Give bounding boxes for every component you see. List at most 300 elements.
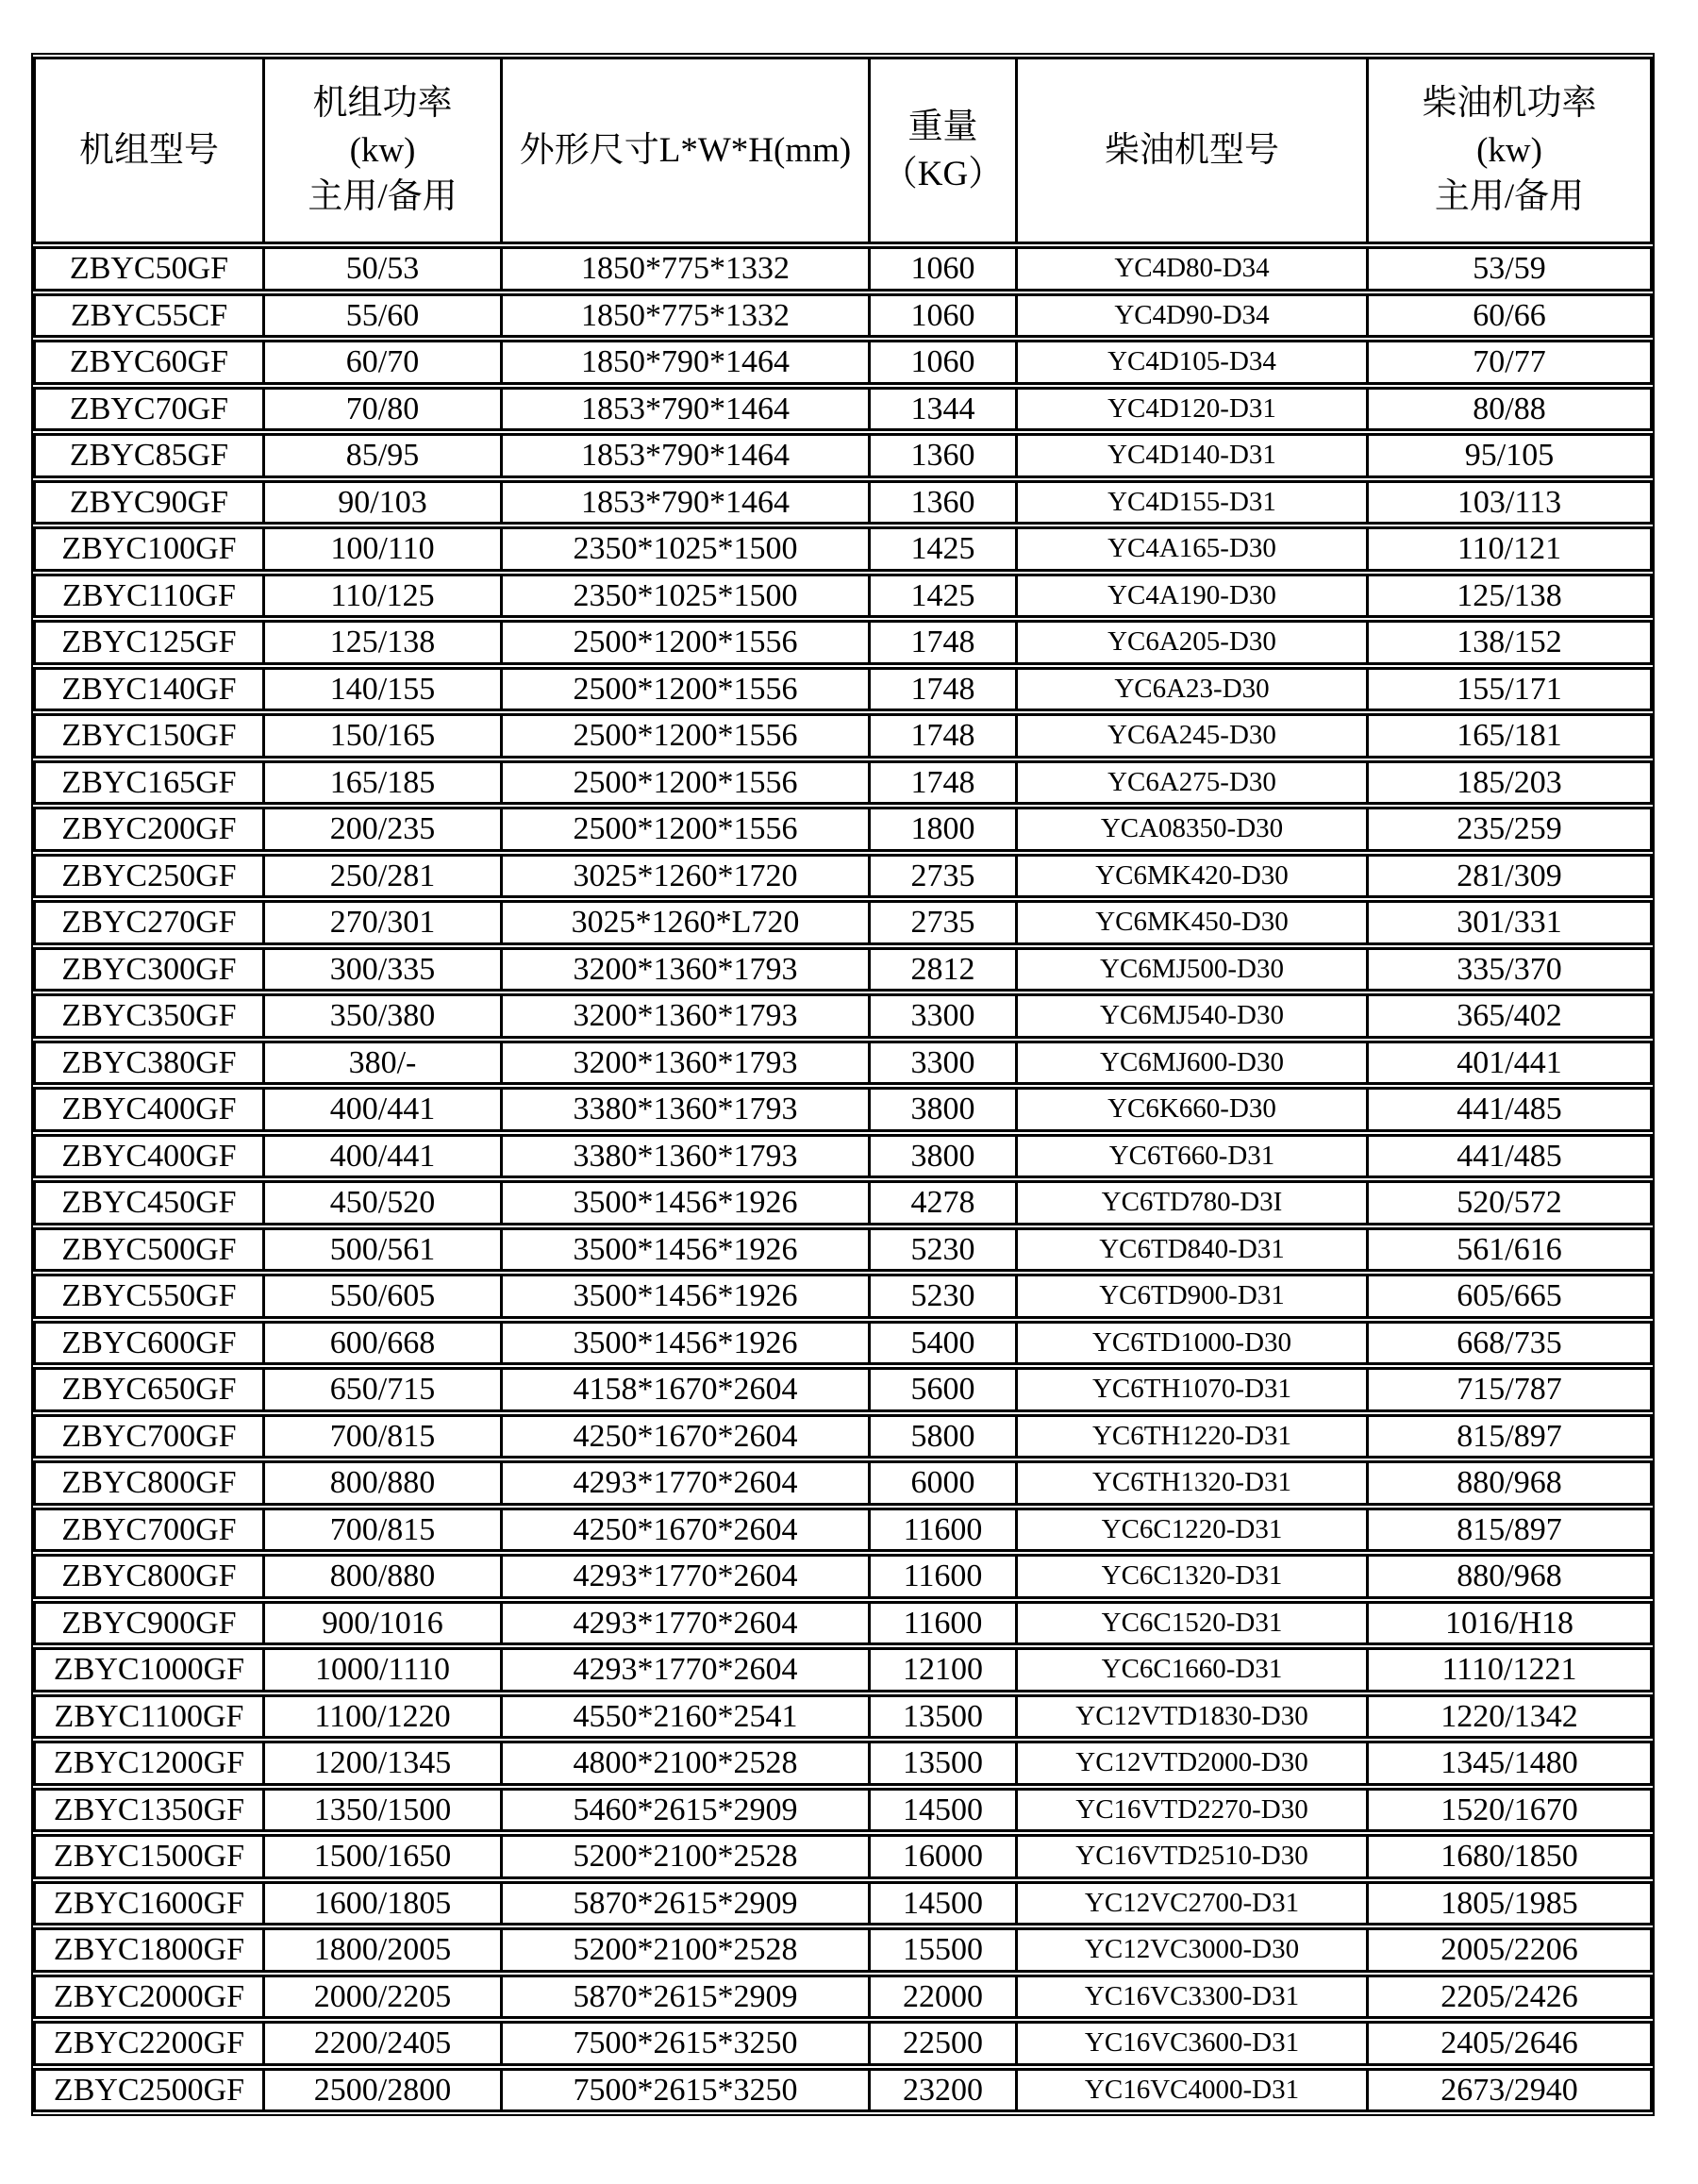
cell-dimensions: 3200*1360*1793	[500, 993, 868, 1039]
cell-weight: 1360	[868, 480, 1015, 525]
cell-unit-model: ZBYC250GF	[33, 854, 262, 899]
cell-engine-model: YC6TD840-D31	[1015, 1227, 1366, 1273]
cell-unit-power: 270/301	[262, 900, 500, 945]
table-row	[33, 1041, 1653, 1086]
cell-engine-power: 715/787	[1366, 1367, 1653, 1412]
cell-weight: 12100	[868, 1647, 1015, 1692]
cell-weight: 23200	[868, 2068, 1015, 2113]
cell-engine-power: 2005/2206	[1366, 1927, 1653, 1973]
cell-dimensions: 3200*1360*1793	[500, 1041, 868, 1086]
header-dimensions	[500, 57, 868, 244]
cell-weight: 15500	[868, 1927, 1015, 1973]
cell-unit-power: 650/715	[262, 1367, 500, 1412]
cell-unit-power: 60/70	[262, 340, 500, 385]
cell-unit-model: ZBYC450GF	[33, 1180, 262, 1225]
cell-dimensions: 2500*1200*1556	[500, 667, 868, 712]
cell-dimensions: 7500*2615*3250	[500, 2068, 868, 2113]
cell-engine-model: YC4D120-D31	[1015, 387, 1366, 432]
cell-unit-model: ZBYC380GF	[33, 1041, 262, 1086]
cell-engine-model: YC4A165-D30	[1015, 526, 1366, 572]
cell-unit-model: ZBYC550GF	[33, 1274, 262, 1319]
header-line: 柴油机功率	[1422, 83, 1597, 123]
table-row	[33, 1601, 1653, 1646]
cell-engine-power: 1110/1221	[1366, 1647, 1653, 1692]
cell-engine-power: 281/309	[1366, 854, 1653, 899]
cell-dimensions: 3380*1360*1793	[500, 1134, 868, 1179]
cell-unit-model: ZBYC100GF	[33, 526, 262, 572]
cell-unit-model: ZBYC500GF	[33, 1227, 262, 1273]
cell-unit-power: 400/441	[262, 1134, 500, 1179]
header-line: 机组功率	[312, 83, 453, 123]
cell-dimensions: 4158*1670*2604	[500, 1367, 868, 1412]
cell-engine-model: YC16VC3600-D31	[1015, 2021, 1366, 2066]
table-row	[33, 620, 1653, 665]
cell-dimensions: 4293*1770*2604	[500, 1460, 868, 1506]
cell-unit-power: 550/605	[262, 1274, 500, 1319]
cell-unit-model: ZBYC1600GF	[33, 1881, 262, 1926]
cell-engine-power: 441/485	[1366, 1087, 1653, 1132]
cell-unit-power: 600/668	[262, 1321, 500, 1366]
cell-weight: 5230	[868, 1274, 1015, 1319]
cell-engine-power: 2405/2646	[1366, 2021, 1653, 2066]
cell-dimensions: 3025*1260*L720	[500, 900, 868, 945]
cell-engine-power: 95/105	[1366, 433, 1653, 478]
table-row	[33, 1227, 1653, 1273]
table-row	[33, 947, 1653, 992]
table-row	[33, 1087, 1653, 1132]
cell-engine-model: YC4D140-D31	[1015, 433, 1366, 478]
cell-dimensions: 2500*1200*1556	[500, 760, 868, 806]
cell-unit-power: 350/380	[262, 993, 500, 1039]
cell-engine-model: YC6TH1070-D31	[1015, 1367, 1366, 1412]
cell-weight: 5230	[868, 1227, 1015, 1273]
cell-dimensions: 2350*1025*1500	[500, 526, 868, 572]
cell-dimensions: 1853*790*1464	[500, 387, 868, 432]
cell-unit-model: ZBYC2000GF	[33, 1975, 262, 2020]
cell-engine-power: 815/897	[1366, 1508, 1653, 1553]
cell-unit-power: 125/138	[262, 620, 500, 665]
table-row	[33, 1788, 1653, 1833]
table-row	[33, 1460, 1653, 1506]
cell-engine-power: 165/181	[1366, 713, 1653, 759]
cell-unit-power: 200/235	[262, 807, 500, 852]
header-line: 外形尺寸L*W*H(mm)	[519, 130, 852, 170]
cell-unit-power: 110/125	[262, 574, 500, 619]
cell-unit-power: 800/880	[262, 1554, 500, 1599]
cell-dimensions: 4550*2160*2541	[500, 1694, 868, 1740]
header-line: (kw)	[349, 130, 416, 170]
cell-weight: 3800	[868, 1087, 1015, 1132]
cell-engine-model: YC12VC2700-D31	[1015, 1881, 1366, 1926]
cell-unit-power: 700/815	[262, 1508, 500, 1553]
table-row	[33, 1975, 1653, 2020]
cell-engine-power: 138/152	[1366, 620, 1653, 665]
cell-unit-power: 1100/1220	[262, 1694, 500, 1740]
cell-engine-power: 1520/1670	[1366, 1788, 1653, 1833]
cell-dimensions: 1853*790*1464	[500, 480, 868, 525]
cell-unit-power: 1200/1345	[262, 1741, 500, 1786]
cell-unit-power: 1000/1110	[262, 1647, 500, 1692]
cell-unit-model: ZBYC60GF	[33, 340, 262, 385]
cell-engine-model: YC6T660-D31	[1015, 1134, 1366, 1179]
cell-weight: 13500	[868, 1741, 1015, 1786]
header-line: 主用/备用	[308, 177, 458, 217]
cell-weight: 3800	[868, 1134, 1015, 1179]
cell-dimensions: 4250*1670*2604	[500, 1508, 868, 1553]
table-row	[33, 433, 1653, 478]
cell-dimensions: 2500*1200*1556	[500, 713, 868, 759]
cell-unit-power: 85/95	[262, 433, 500, 478]
cell-unit-model: ZBYC650GF	[33, 1367, 262, 1412]
cell-engine-power: 335/370	[1366, 947, 1653, 992]
cell-engine-power: 880/968	[1366, 1554, 1653, 1599]
cell-weight: 1360	[868, 433, 1015, 478]
cell-unit-model: ZBYC1100GF	[33, 1694, 262, 1740]
header-line: （KG）	[882, 154, 1004, 193]
cell-unit-model: ZBYC1000GF	[33, 1647, 262, 1692]
cell-dimensions: 2350*1025*1500	[500, 574, 868, 619]
cell-engine-model: YC6MJ500-D30	[1015, 947, 1366, 992]
table-row	[33, 2068, 1653, 2113]
table-row	[33, 1508, 1653, 1553]
cell-engine-model: YC6TD1000-D30	[1015, 1321, 1366, 1366]
table-row	[33, 1694, 1653, 1740]
cell-unit-power: 1600/1805	[262, 1881, 500, 1926]
cell-weight: 1060	[868, 340, 1015, 385]
table-row	[33, 480, 1653, 525]
table-row	[33, 574, 1653, 619]
cell-weight: 1748	[868, 620, 1015, 665]
cell-engine-model: YC6TH1320-D31	[1015, 1460, 1366, 1506]
cell-unit-power: 90/103	[262, 480, 500, 525]
cell-weight: 11600	[868, 1554, 1015, 1599]
cell-engine-model: YC6A23-D30	[1015, 667, 1366, 712]
cell-engine-model: YC16VC4000-D31	[1015, 2068, 1366, 2113]
cell-weight: 4278	[868, 1180, 1015, 1225]
cell-engine-power: 110/121	[1366, 526, 1653, 572]
cell-unit-model: ZBYC400GF	[33, 1134, 262, 1179]
table-row	[33, 387, 1653, 432]
cell-unit-power: 250/281	[262, 854, 500, 899]
cell-weight: 1060	[868, 246, 1015, 292]
header-line: (kw)	[1476, 130, 1542, 170]
cell-weight: 16000	[868, 1834, 1015, 1879]
table-row	[33, 340, 1653, 385]
cell-dimensions: 3500*1456*1926	[500, 1180, 868, 1225]
cell-weight: 2735	[868, 854, 1015, 899]
cell-engine-power: 1805/1985	[1366, 1881, 1653, 1926]
cell-unit-model: ZBYC350GF	[33, 993, 262, 1039]
cell-unit-model: ZBYC300GF	[33, 947, 262, 992]
cell-weight: 22000	[868, 1975, 1015, 2020]
header-weight	[868, 57, 1015, 244]
cell-unit-model: ZBYC70GF	[33, 387, 262, 432]
cell-engine-model: YC4D105-D34	[1015, 340, 1366, 385]
cell-weight: 1748	[868, 713, 1015, 759]
cell-dimensions: 2500*1200*1556	[500, 620, 868, 665]
cell-engine-model: YC6A275-D30	[1015, 760, 1366, 806]
cell-engine-power: 185/203	[1366, 760, 1653, 806]
cell-engine-power: 880/968	[1366, 1460, 1653, 1506]
cell-engine-model: YC12VTD2000-D30	[1015, 1741, 1366, 1786]
cell-unit-model: ZBYC600GF	[33, 1321, 262, 1366]
cell-dimensions: 4800*2100*2528	[500, 1741, 868, 1786]
table-row	[33, 854, 1653, 899]
cell-engine-model: YC6C1520-D31	[1015, 1601, 1366, 1646]
cell-unit-model: ZBYC165GF	[33, 760, 262, 806]
header-unit-power	[262, 57, 500, 244]
cell-unit-power: 70/80	[262, 387, 500, 432]
header-line: 重量	[907, 107, 978, 146]
cell-unit-power: 100/110	[262, 526, 500, 572]
cell-weight: 11600	[868, 1601, 1015, 1646]
cell-weight: 2812	[868, 947, 1015, 992]
cell-dimensions: 1850*775*1332	[500, 246, 868, 292]
cell-unit-model: ZBYC700GF	[33, 1414, 262, 1459]
cell-weight: 2735	[868, 900, 1015, 945]
cell-unit-power: 450/520	[262, 1180, 500, 1225]
cell-dimensions: 1853*790*1464	[500, 433, 868, 478]
cell-engine-model: YC6TD780-D3I	[1015, 1180, 1366, 1225]
table-row	[33, 807, 1653, 852]
header-row	[33, 57, 1653, 244]
cell-engine-model: YC6C1660-D31	[1015, 1647, 1366, 1692]
cell-dimensions: 3500*1456*1926	[500, 1274, 868, 1319]
cell-unit-power: 900/1016	[262, 1601, 500, 1646]
spec-table-frame	[31, 53, 1655, 2116]
cell-unit-power: 50/53	[262, 246, 500, 292]
table-row	[33, 900, 1653, 945]
cell-unit-model: ZBYC1200GF	[33, 1741, 262, 1786]
cell-dimensions: 2500*1200*1556	[500, 807, 868, 852]
cell-engine-power: 668/735	[1366, 1321, 1653, 1366]
cell-unit-model: ZBYC200GF	[33, 807, 262, 852]
cell-engine-model: YC6MJ540-D30	[1015, 993, 1366, 1039]
cell-weight: 22500	[868, 2021, 1015, 2066]
table-row	[33, 1274, 1653, 1319]
cell-unit-power: 2200/2405	[262, 2021, 500, 2066]
cell-dimensions: 3500*1456*1926	[500, 1227, 868, 1273]
cell-engine-model: YC6C1220-D31	[1015, 1508, 1366, 1553]
cell-dimensions: 5870*2615*2909	[500, 1975, 868, 2020]
cell-weight: 5600	[868, 1367, 1015, 1412]
cell-unit-model: ZBYC2200GF	[33, 2021, 262, 2066]
cell-unit-model: ZBYC2500GF	[33, 2068, 262, 2113]
cell-engine-power: 1345/1480	[1366, 1741, 1653, 1786]
cell-engine-model: YC4D155-D31	[1015, 480, 1366, 525]
table-row	[33, 667, 1653, 712]
cell-unit-model: ZBYC85GF	[33, 433, 262, 478]
cell-unit-model: ZBYC1800GF	[33, 1927, 262, 1973]
cell-unit-model: ZBYC1350GF	[33, 1788, 262, 1833]
cell-engine-power: 103/113	[1366, 480, 1653, 525]
cell-engine-model: YC6A205-D30	[1015, 620, 1366, 665]
cell-engine-power: 1220/1342	[1366, 1694, 1653, 1740]
cell-engine-model: YC4D80-D34	[1015, 246, 1366, 292]
header-line: 机组型号	[79, 130, 219, 170]
cell-engine-power: 561/616	[1366, 1227, 1653, 1273]
cell-weight: 5400	[868, 1321, 1015, 1366]
cell-weight: 6000	[868, 1460, 1015, 1506]
cell-dimensions: 3025*1260*1720	[500, 854, 868, 899]
cell-weight: 1344	[868, 387, 1015, 432]
cell-unit-model: ZBYC125GF	[33, 620, 262, 665]
cell-dimensions: 5870*2615*2909	[500, 1881, 868, 1926]
cell-weight: 14500	[868, 1788, 1015, 1833]
cell-engine-model: YC4D90-D34	[1015, 293, 1366, 339]
generator-spec-table	[33, 55, 1653, 2114]
header-engine-model	[1015, 57, 1366, 244]
cell-dimensions: 4293*1770*2604	[500, 1554, 868, 1599]
cell-weight: 1425	[868, 574, 1015, 619]
cell-dimensions: 5460*2615*2909	[500, 1788, 868, 1833]
cell-unit-power: 1800/2005	[262, 1927, 500, 1973]
cell-dimensions: 3500*1456*1926	[500, 1321, 868, 1366]
cell-engine-model: YC6TD900-D31	[1015, 1274, 1366, 1319]
table-row	[33, 1414, 1653, 1459]
cell-dimensions: 4293*1770*2604	[500, 1647, 868, 1692]
table-row	[33, 993, 1653, 1039]
cell-dimensions: 1850*790*1464	[500, 340, 868, 385]
table-row	[33, 1134, 1653, 1179]
cell-engine-power: 441/485	[1366, 1134, 1653, 1179]
cell-engine-model: YC4A190-D30	[1015, 574, 1366, 619]
cell-dimensions: 4293*1770*2604	[500, 1601, 868, 1646]
cell-unit-power: 55/60	[262, 293, 500, 339]
cell-engine-model: YC6C1320-D31	[1015, 1554, 1366, 1599]
cell-weight: 14500	[868, 1881, 1015, 1926]
cell-weight: 1425	[868, 526, 1015, 572]
cell-weight: 3300	[868, 993, 1015, 1039]
cell-engine-power: 1680/1850	[1366, 1834, 1653, 1879]
cell-engine-power: 401/441	[1366, 1041, 1653, 1086]
cell-engine-power: 301/331	[1366, 900, 1653, 945]
header-unit-model	[33, 57, 262, 244]
cell-engine-model: YC6TH1220-D31	[1015, 1414, 1366, 1459]
cell-unit-model: ZBYC900GF	[33, 1601, 262, 1646]
cell-weight: 1800	[868, 807, 1015, 852]
cell-unit-power: 165/185	[262, 760, 500, 806]
cell-weight: 13500	[868, 1694, 1015, 1740]
header-line: 柴油机型号	[1105, 130, 1279, 170]
cell-engine-model: YC16VC3300-D31	[1015, 1975, 1366, 2020]
table-body	[33, 246, 1653, 2112]
cell-unit-model: ZBYC1500GF	[33, 1834, 262, 1879]
table-row	[33, 1180, 1653, 1225]
table-row	[33, 1554, 1653, 1599]
cell-engine-model: YC12VC3000-D30	[1015, 1927, 1366, 1973]
cell-engine-model: YCA08350-D30	[1015, 807, 1366, 852]
cell-unit-model: ZBYC150GF	[33, 713, 262, 759]
cell-engine-model: YC6MK420-D30	[1015, 854, 1366, 899]
table-row	[33, 1741, 1653, 1786]
cell-engine-power: 605/665	[1366, 1274, 1653, 1319]
cell-engine-model: YC16VTD2510-D30	[1015, 1834, 1366, 1879]
cell-engine-power: 365/402	[1366, 993, 1653, 1039]
cell-unit-model: ZBYC700GF	[33, 1508, 262, 1553]
table-row	[33, 246, 1653, 292]
cell-engine-model: YC6K660-D30	[1015, 1087, 1366, 1132]
cell-engine-power: 815/897	[1366, 1414, 1653, 1459]
cell-engine-power: 235/259	[1366, 807, 1653, 852]
table-row	[33, 2021, 1653, 2066]
header-line: 主用/备用	[1434, 177, 1585, 217]
cell-unit-model: ZBYC110GF	[33, 574, 262, 619]
cell-dimensions: 7500*2615*3250	[500, 2021, 868, 2066]
cell-engine-model: YC6A245-D30	[1015, 713, 1366, 759]
cell-unit-model: ZBYC50GF	[33, 246, 262, 292]
cell-engine-power: 2673/2940	[1366, 2068, 1653, 2113]
cell-unit-power: 700/815	[262, 1414, 500, 1459]
cell-unit-power: 400/441	[262, 1087, 500, 1132]
table-row	[33, 713, 1653, 759]
cell-dimensions: 1850*775*1332	[500, 293, 868, 339]
cell-unit-power: 800/880	[262, 1460, 500, 1506]
table-row	[33, 293, 1653, 339]
cell-unit-model: ZBYC55CF	[33, 293, 262, 339]
cell-dimensions: 3200*1360*1793	[500, 947, 868, 992]
cell-unit-power: 1350/1500	[262, 1788, 500, 1833]
cell-weight: 11600	[868, 1508, 1015, 1553]
table-row	[33, 760, 1653, 806]
cell-unit-power: 2500/2800	[262, 2068, 500, 2113]
cell-unit-power: 500/561	[262, 1227, 500, 1273]
cell-engine-power: 53/59	[1366, 246, 1653, 292]
cell-unit-model: ZBYC800GF	[33, 1460, 262, 1506]
cell-engine-model: YC16VTD2270-D30	[1015, 1788, 1366, 1833]
cell-unit-power: 2000/2205	[262, 1975, 500, 2020]
cell-unit-power: 300/335	[262, 947, 500, 992]
table-row	[33, 526, 1653, 572]
cell-engine-power: 155/171	[1366, 667, 1653, 712]
cell-engine-model: YC12VTD1830-D30	[1015, 1694, 1366, 1740]
cell-dimensions: 5200*2100*2528	[500, 1834, 868, 1879]
cell-unit-power: 1500/1650	[262, 1834, 500, 1879]
cell-engine-model: YC6MK450-D30	[1015, 900, 1366, 945]
cell-unit-power: 140/155	[262, 667, 500, 712]
table-row	[33, 1321, 1653, 1366]
table-row	[33, 1367, 1653, 1412]
cell-weight: 1748	[868, 760, 1015, 806]
cell-unit-model: ZBYC270GF	[33, 900, 262, 945]
cell-engine-model: YC6MJ600-D30	[1015, 1041, 1366, 1086]
cell-engine-power: 60/66	[1366, 293, 1653, 339]
cell-engine-power: 125/138	[1366, 574, 1653, 619]
table-row	[33, 1647, 1653, 1692]
cell-dimensions: 5200*2100*2528	[500, 1927, 868, 1973]
cell-unit-model: ZBYC90GF	[33, 480, 262, 525]
cell-weight: 3300	[868, 1041, 1015, 1086]
cell-unit-model: ZBYC400GF	[33, 1087, 262, 1132]
cell-engine-power: 80/88	[1366, 387, 1653, 432]
cell-engine-power: 520/572	[1366, 1180, 1653, 1225]
cell-engine-power: 1016/H18	[1366, 1601, 1653, 1646]
cell-unit-power: 380/-	[262, 1041, 500, 1086]
cell-engine-power: 70/77	[1366, 340, 1653, 385]
table-row	[33, 1834, 1653, 1879]
cell-weight: 5800	[868, 1414, 1015, 1459]
header-engine-power	[1366, 57, 1653, 244]
cell-unit-model: ZBYC800GF	[33, 1554, 262, 1599]
cell-dimensions: 4250*1670*2604	[500, 1414, 868, 1459]
cell-weight: 1060	[868, 293, 1015, 339]
cell-unit-power: 150/165	[262, 713, 500, 759]
cell-unit-model: ZBYC140GF	[33, 667, 262, 712]
table-row	[33, 1881, 1653, 1926]
cell-weight: 1748	[868, 667, 1015, 712]
cell-dimensions: 3380*1360*1793	[500, 1087, 868, 1132]
table-row	[33, 1927, 1653, 1973]
